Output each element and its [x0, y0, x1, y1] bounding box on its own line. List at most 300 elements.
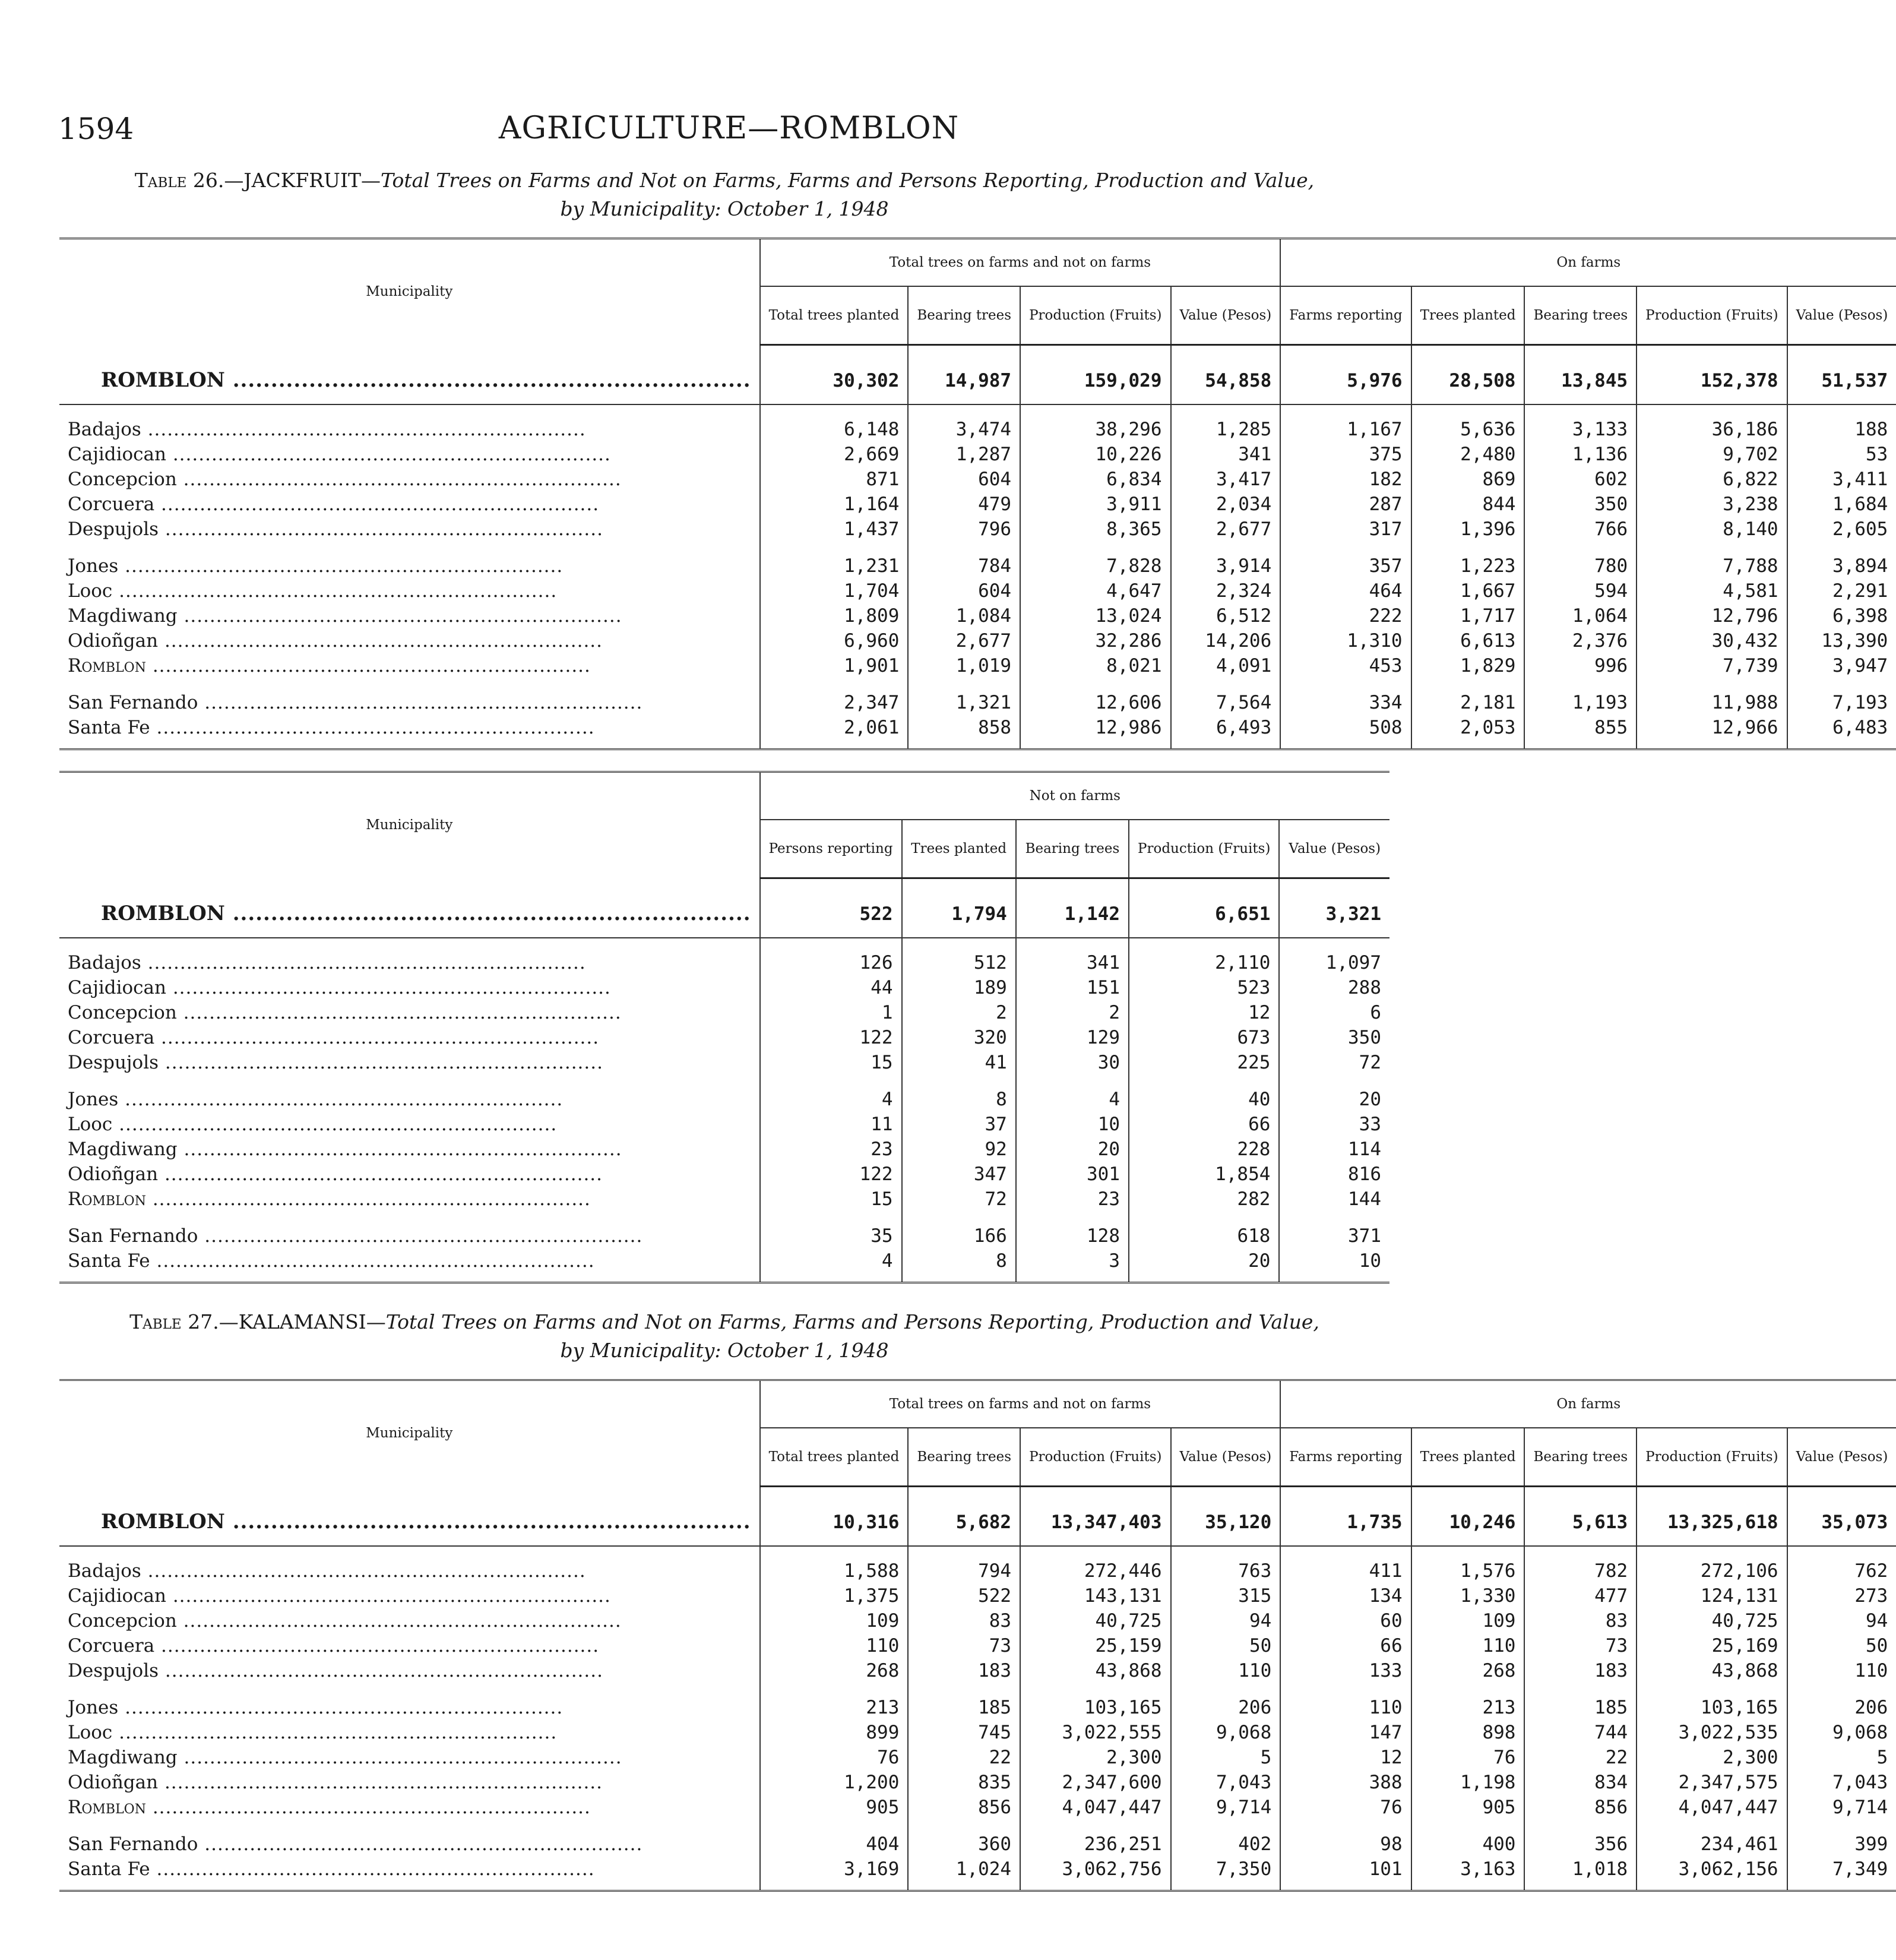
cell-value: 5,682: [908, 1487, 1020, 1547]
cell-value: 3,894: [1787, 542, 1896, 578]
cell-value: 9,068: [1787, 1720, 1896, 1745]
cell-value: 1,097: [1279, 938, 1389, 975]
cell-value: 3,417: [1171, 467, 1281, 492]
cell-value: 7,043: [1787, 1770, 1896, 1795]
cell-value: 6,613: [1411, 628, 1525, 653]
cell-value: 228: [1129, 1137, 1279, 1162]
table26-part2: [59, 771, 1389, 1284]
cell-value: 272,446: [1020, 1546, 1170, 1583]
cell-value: 72: [902, 1187, 1016, 1212]
cell-value: 8: [902, 1248, 1016, 1283]
cell-value: 3,947: [1787, 653, 1896, 678]
cell-value: 182: [1280, 467, 1411, 492]
cell-value: 22: [908, 1745, 1020, 1770]
cell-value: 94: [1171, 1608, 1281, 1633]
cell-value: 784: [908, 542, 1020, 578]
cell-value: 225: [1129, 1050, 1279, 1075]
table27-caption-line2: by Municipality: October 1, 1948: [560, 1339, 889, 1362]
column-header: Trees planted: [1411, 286, 1525, 345]
cell-value: 43,868: [1020, 1658, 1170, 1683]
cell-value: 1,310: [1280, 628, 1411, 653]
municipality-name: [59, 1745, 760, 1770]
cell-value: 60: [1280, 1608, 1411, 1633]
cell-value: 1,193: [1524, 678, 1637, 715]
municipality-name: [59, 345, 760, 405]
total-row: [59, 1487, 1896, 1547]
group-header-total: Total trees on farms and not on farms: [760, 1380, 1281, 1428]
cell-value: 22: [1524, 1745, 1637, 1770]
cell-value: 44: [760, 975, 902, 1000]
municipality-label: Concepcion: [68, 1610, 177, 1632]
cell-value: 273: [1787, 1583, 1896, 1608]
municipality-label: Looc: [68, 580, 113, 602]
table-row: [59, 603, 1896, 628]
cell-value: 856: [1524, 1795, 1637, 1820]
column-header: Bearing trees: [1016, 820, 1129, 878]
cell-value: 744: [1524, 1720, 1637, 1745]
municipality-name: [59, 1137, 760, 1162]
cell-value: 855: [1524, 715, 1637, 750]
table-row: [59, 678, 1896, 715]
cell-value: 83: [1524, 1608, 1637, 1633]
column-header: Production (Fruits): [1020, 1428, 1170, 1487]
cell-value: 109: [1411, 1608, 1525, 1633]
cell-value: 66: [1280, 1633, 1411, 1658]
cell-value: 2,347,600: [1020, 1770, 1170, 1795]
column-header: Production (Fruits): [1129, 820, 1279, 878]
municipality-label: Romblon: [68, 655, 146, 676]
cell-value: 399: [1787, 1820, 1896, 1857]
cell-value: 234,461: [1637, 1820, 1787, 1857]
cell-value: 76: [1280, 1795, 1411, 1820]
cell-value: 301: [1016, 1162, 1129, 1187]
column-header: Total trees planted: [760, 1428, 909, 1487]
cell-value: 6,148: [760, 404, 909, 442]
municipality-name: [59, 1075, 760, 1112]
table27-subject: —KALAMANSI—: [219, 1310, 386, 1333]
cell-value: 766: [1524, 517, 1637, 542]
cell-value: 236,251: [1020, 1820, 1170, 1857]
cell-value: 128: [1016, 1212, 1129, 1248]
cell-value: 122: [760, 1162, 902, 1187]
municipality-name: [59, 1212, 760, 1248]
municipality-label: Odioñgan: [68, 630, 159, 652]
municipality-name: [59, 1546, 760, 1583]
table-row: [59, 653, 1896, 678]
cell-value: 12,966: [1637, 715, 1787, 750]
municipality-name: [59, 1187, 760, 1212]
cell-value: 40,725: [1637, 1608, 1787, 1633]
table-row: [59, 404, 1896, 442]
cell-value: 1,019: [908, 653, 1020, 678]
cell-value: 13,325,618: [1637, 1487, 1787, 1547]
cell-value: 25,169: [1637, 1633, 1787, 1658]
table-row: [59, 1770, 1896, 1795]
municipality-label: Romblon: [68, 1797, 146, 1818]
municipality-label: Cajidiocan: [68, 1585, 166, 1607]
cell-value: 35,073: [1787, 1487, 1896, 1547]
municipality-name: [59, 1658, 760, 1683]
cell-value: 400: [1411, 1820, 1525, 1857]
municipality-label: Corcuera: [68, 494, 155, 515]
cell-value: 2,677: [908, 628, 1020, 653]
cell-value: 3,133: [1524, 404, 1637, 442]
cell-value: 1,667: [1411, 578, 1525, 603]
cell-value: 15: [760, 1187, 902, 1212]
table-row: [59, 1112, 1389, 1137]
cell-value: 109: [760, 1608, 909, 1633]
cell-value: 98: [1280, 1820, 1411, 1857]
cell-value: 1,396: [1411, 517, 1525, 542]
cell-value: 479: [908, 492, 1020, 517]
cell-value: 20: [1129, 1248, 1279, 1283]
municipality-name: [59, 603, 760, 628]
municipality-label: Magdiwang: [68, 1139, 178, 1160]
cell-value: 402: [1171, 1820, 1281, 1857]
cell-value: 8: [902, 1075, 1016, 1112]
municipality-label: Badajos: [68, 419, 141, 440]
cell-value: 143,131: [1020, 1583, 1170, 1608]
cell-value: 1,200: [760, 1770, 909, 1795]
table-row: [59, 1820, 1896, 1857]
cell-value: 94: [1787, 1608, 1896, 1633]
municipality-label: Corcuera: [68, 1027, 155, 1048]
cell-value: 185: [908, 1683, 1020, 1720]
cell-value: 13,024: [1020, 603, 1170, 628]
cell-value: 477: [1524, 1583, 1637, 1608]
cell-value: 604: [908, 578, 1020, 603]
table26-part1: [59, 238, 1896, 750]
cell-value: 3: [1016, 1248, 1129, 1283]
cell-value: 32,286: [1020, 628, 1170, 653]
table26-caption-line2: by Municipality: October 1, 1948: [560, 197, 889, 220]
page-header: AGRICULTURE—ROMBLON: [498, 110, 960, 146]
table-row: [59, 517, 1896, 542]
cell-value: 996: [1524, 653, 1637, 678]
cell-value: 110: [1411, 1633, 1525, 1658]
cell-value: 183: [908, 1658, 1020, 1683]
cell-value: 1,375: [760, 1583, 909, 1608]
cell-value: 9,702: [1637, 442, 1787, 467]
cell-value: 12,796: [1637, 603, 1787, 628]
cell-value: 2,300: [1020, 1745, 1170, 1770]
municipality-name: [59, 938, 760, 975]
cell-value: 1,330: [1411, 1583, 1525, 1608]
table-row: [59, 628, 1896, 653]
column-header: Value (Pesos): [1787, 1428, 1896, 1487]
table-row: [59, 1546, 1896, 1583]
cell-value: 3,238: [1637, 492, 1787, 517]
municipality-label: Looc: [68, 1114, 113, 1135]
cell-value: 101: [1280, 1857, 1411, 1891]
cell-value: 2,181: [1411, 678, 1525, 715]
table-row: [59, 715, 1896, 750]
cell-value: 10: [1016, 1112, 1129, 1137]
cell-value: 268: [1411, 1658, 1525, 1683]
cell-value: 2,291: [1787, 578, 1896, 603]
municipality-label: San Fernando: [68, 1833, 198, 1855]
cell-value: 4,047,447: [1020, 1795, 1170, 1820]
municipality-name: [59, 1583, 760, 1608]
municipality-name: [59, 1162, 760, 1187]
cell-value: 1,164: [760, 492, 909, 517]
cell-value: 134: [1280, 1583, 1411, 1608]
municipality-label: ROMBLON: [101, 368, 225, 393]
cell-value: 7,828: [1020, 542, 1170, 578]
municipality-name: [59, 1025, 760, 1050]
municipality-name: [59, 517, 760, 542]
table-row: [59, 1248, 1389, 1283]
cell-value: 10,226: [1020, 442, 1170, 467]
municipality-name: [59, 442, 760, 467]
table-row: [59, 1583, 1896, 1608]
municipality-name: [59, 1050, 760, 1075]
cell-value: 12,986: [1020, 715, 1170, 750]
cell-value: 114: [1279, 1137, 1389, 1162]
cell-value: 834: [1524, 1770, 1637, 1795]
cell-value: 1,588: [760, 1546, 909, 1583]
municipality-name: [59, 1683, 760, 1720]
cell-value: 6,483: [1787, 715, 1896, 750]
cell-value: 4: [1016, 1075, 1129, 1112]
municipality-label: Jones: [68, 555, 119, 577]
cell-value: 2,376: [1524, 628, 1637, 653]
cell-value: 30: [1016, 1050, 1129, 1075]
municipality-name: [59, 1633, 760, 1658]
cell-value: 110: [760, 1633, 909, 1658]
cell-value: 522: [908, 1583, 1020, 1608]
municipality-label: Magdiwang: [68, 605, 178, 627]
cell-value: 183: [1524, 1658, 1637, 1683]
cell-value: 858: [908, 715, 1020, 750]
cell-value: 272,106: [1637, 1546, 1787, 1583]
municipality-label: Concepcion: [68, 469, 177, 490]
cell-value: 794: [908, 1546, 1020, 1583]
cell-value: 2: [1016, 1000, 1129, 1025]
cell-value: 3,163: [1411, 1857, 1525, 1891]
cell-value: 3,321: [1279, 878, 1389, 938]
table-row: [59, 1212, 1389, 1248]
cell-value: 189: [902, 975, 1016, 1000]
cell-value: 50: [1171, 1633, 1281, 1658]
table-row: [59, 1187, 1389, 1212]
cell-value: 73: [1524, 1633, 1637, 1658]
cell-value: 268: [760, 1658, 909, 1683]
column-header: Farms reporting: [1280, 1428, 1411, 1487]
municipality-label: Odioñgan: [68, 1164, 159, 1185]
cell-value: 3,022,535: [1637, 1720, 1787, 1745]
cell-value: 2,347: [760, 678, 909, 715]
cell-value: 10,316: [760, 1487, 909, 1547]
table26-caption: [59, 166, 1389, 223]
table-row: [59, 1658, 1896, 1683]
cell-value: 9,068: [1171, 1720, 1281, 1745]
cell-value: 36,186: [1637, 404, 1787, 442]
group-header-on-farms: On farms: [1280, 239, 1896, 287]
cell-value: 10,246: [1411, 1487, 1525, 1547]
municipality-header: Municipality: [59, 239, 760, 345]
cell-value: 110: [1171, 1658, 1281, 1683]
municipality-header: Municipality: [59, 1380, 760, 1487]
table-row: [59, 1795, 1896, 1820]
table-row: [59, 578, 1896, 603]
municipality-label: San Fernando: [68, 692, 198, 713]
cell-value: 1,018: [1524, 1857, 1637, 1891]
cell-value: 2: [902, 1000, 1016, 1025]
cell-value: 288: [1279, 975, 1389, 1000]
municipality-label: Jones: [68, 1697, 119, 1718]
cell-value: 14,987: [908, 345, 1020, 405]
cell-value: 3,062,156: [1637, 1857, 1787, 1891]
cell-value: 12: [1280, 1745, 1411, 1770]
column-header: Value (Pesos): [1171, 286, 1281, 345]
cell-value: 1,136: [1524, 442, 1637, 467]
table26-label: Table 26.: [134, 169, 224, 192]
municipality-label: Despujols: [68, 1660, 159, 1681]
cell-value: 602: [1524, 467, 1637, 492]
cell-value: 50: [1787, 1633, 1896, 1658]
cell-value: 899: [760, 1720, 909, 1745]
cell-value: 404: [760, 1820, 909, 1857]
column-header: Production (Fruits): [1020, 286, 1170, 345]
cell-value: 1,437: [760, 517, 909, 542]
cell-value: 133: [1280, 1658, 1411, 1683]
table-row: [59, 467, 1896, 492]
cell-value: 5: [1171, 1745, 1281, 1770]
cell-value: 12: [1129, 1000, 1279, 1025]
column-header: Value (Pesos): [1171, 1428, 1281, 1487]
table-row: [59, 1075, 1389, 1112]
cell-value: 10: [1279, 1248, 1389, 1283]
municipality-label: Santa Fe: [68, 1250, 150, 1272]
cell-value: 6,398: [1787, 603, 1896, 628]
municipality-label: Corcuera: [68, 1635, 155, 1656]
table-row: [59, 1857, 1896, 1891]
cell-value: 126: [760, 938, 902, 975]
cell-value: 2,034: [1171, 492, 1281, 517]
cell-value: 147: [1280, 1720, 1411, 1745]
column-header: Trees planted: [1411, 1428, 1525, 1487]
cell-value: 816: [1279, 1162, 1389, 1187]
cell-value: 206: [1171, 1683, 1281, 1720]
municipality-label: Jones: [68, 1089, 119, 1110]
cell-value: 594: [1524, 578, 1637, 603]
cell-value: 110: [1787, 1658, 1896, 1683]
municipality-label: Badajos: [68, 1560, 141, 1582]
table26-subject: —JACKFRUIT—: [224, 169, 381, 192]
cell-value: 8,140: [1637, 517, 1787, 542]
cell-value: 508: [1280, 715, 1411, 750]
group-header-on-farms: On farms: [1280, 1380, 1896, 1428]
cell-value: 13,390: [1787, 628, 1896, 653]
cell-value: 796: [908, 517, 1020, 542]
cell-value: 13,845: [1524, 345, 1637, 405]
cell-value: 23: [1016, 1187, 1129, 1212]
municipality-name: [59, 1487, 760, 1547]
cell-value: 782: [1524, 1546, 1637, 1583]
cell-value: 53: [1787, 442, 1896, 467]
cell-value: 14,206: [1171, 628, 1281, 653]
cell-value: 7,564: [1171, 678, 1281, 715]
cell-value: 213: [1411, 1683, 1525, 1720]
cell-value: 898: [1411, 1720, 1525, 1745]
cell-value: 350: [1279, 1025, 1389, 1050]
table27: [59, 1379, 1896, 1892]
cell-value: 1,854: [1129, 1162, 1279, 1187]
cell-value: 4: [760, 1075, 902, 1112]
table-row: [59, 442, 1896, 467]
municipality-name: [59, 1000, 760, 1025]
cell-value: 30,432: [1637, 628, 1787, 653]
cell-value: 2,605: [1787, 517, 1896, 542]
cell-value: 6,822: [1637, 467, 1787, 492]
cell-value: 83: [908, 1608, 1020, 1633]
column-header: Bearing trees: [1524, 1428, 1637, 1487]
total-row: [59, 345, 1896, 405]
cell-value: 144: [1279, 1187, 1389, 1212]
cell-value: 4,647: [1020, 578, 1170, 603]
table27-caption-line1: Total Trees on Farms and Not on Farms, Farms and Persons Reporting, Production and Value,: [385, 1310, 1319, 1333]
cell-value: 188: [1787, 404, 1896, 442]
municipality-label: Despujols: [68, 519, 159, 540]
cell-value: 30,302: [760, 345, 909, 405]
cell-value: 5,613: [1524, 1487, 1637, 1547]
municipality-name: [59, 1795, 760, 1820]
cell-value: 103,165: [1637, 1683, 1787, 1720]
municipality-name: [59, 1720, 760, 1745]
municipality-name: [59, 492, 760, 517]
cell-value: 2,053: [1411, 715, 1525, 750]
cell-value: 7,350: [1171, 1857, 1281, 1891]
cell-value: 282: [1129, 1187, 1279, 1212]
cell-value: 835: [908, 1770, 1020, 1795]
cell-value: 350: [1524, 492, 1637, 517]
municipality-name: [59, 578, 760, 603]
municipality-name: [59, 678, 760, 715]
page-number: 1594: [58, 112, 134, 146]
table-row: [59, 1720, 1896, 1745]
group-header-not-on-farms: Not on farms: [760, 772, 1389, 820]
cell-value: 1,794: [902, 878, 1016, 938]
cell-value: 1,704: [760, 578, 909, 603]
cell-value: 334: [1280, 678, 1411, 715]
cell-value: 512: [902, 938, 1016, 975]
cell-value: 66: [1129, 1112, 1279, 1137]
cell-value: 604: [908, 467, 1020, 492]
cell-value: 673: [1129, 1025, 1279, 1050]
cell-value: 5: [1787, 1745, 1896, 1770]
cell-value: 3,169: [760, 1857, 909, 1891]
cell-value: 73: [908, 1633, 1020, 1658]
column-header: Persons reporting: [760, 820, 902, 878]
cell-value: 745: [908, 1720, 1020, 1745]
table-row: [59, 1683, 1896, 1720]
cell-value: 152,378: [1637, 345, 1787, 405]
municipality-label: Looc: [68, 1722, 113, 1743]
cell-value: 72: [1279, 1050, 1389, 1075]
municipality-name: [59, 878, 760, 938]
table-row: [59, 938, 1389, 975]
cell-value: 1,829: [1411, 653, 1525, 678]
cell-value: 3,022,555: [1020, 1720, 1170, 1745]
cell-value: 905: [760, 1795, 909, 1820]
cell-value: 4,091: [1171, 653, 1281, 678]
column-header: Total trees planted: [760, 286, 909, 345]
municipality-name: [59, 975, 760, 1000]
cell-value: 780: [1524, 542, 1637, 578]
municipality-name: [59, 1608, 760, 1633]
cell-value: 41: [902, 1050, 1016, 1075]
